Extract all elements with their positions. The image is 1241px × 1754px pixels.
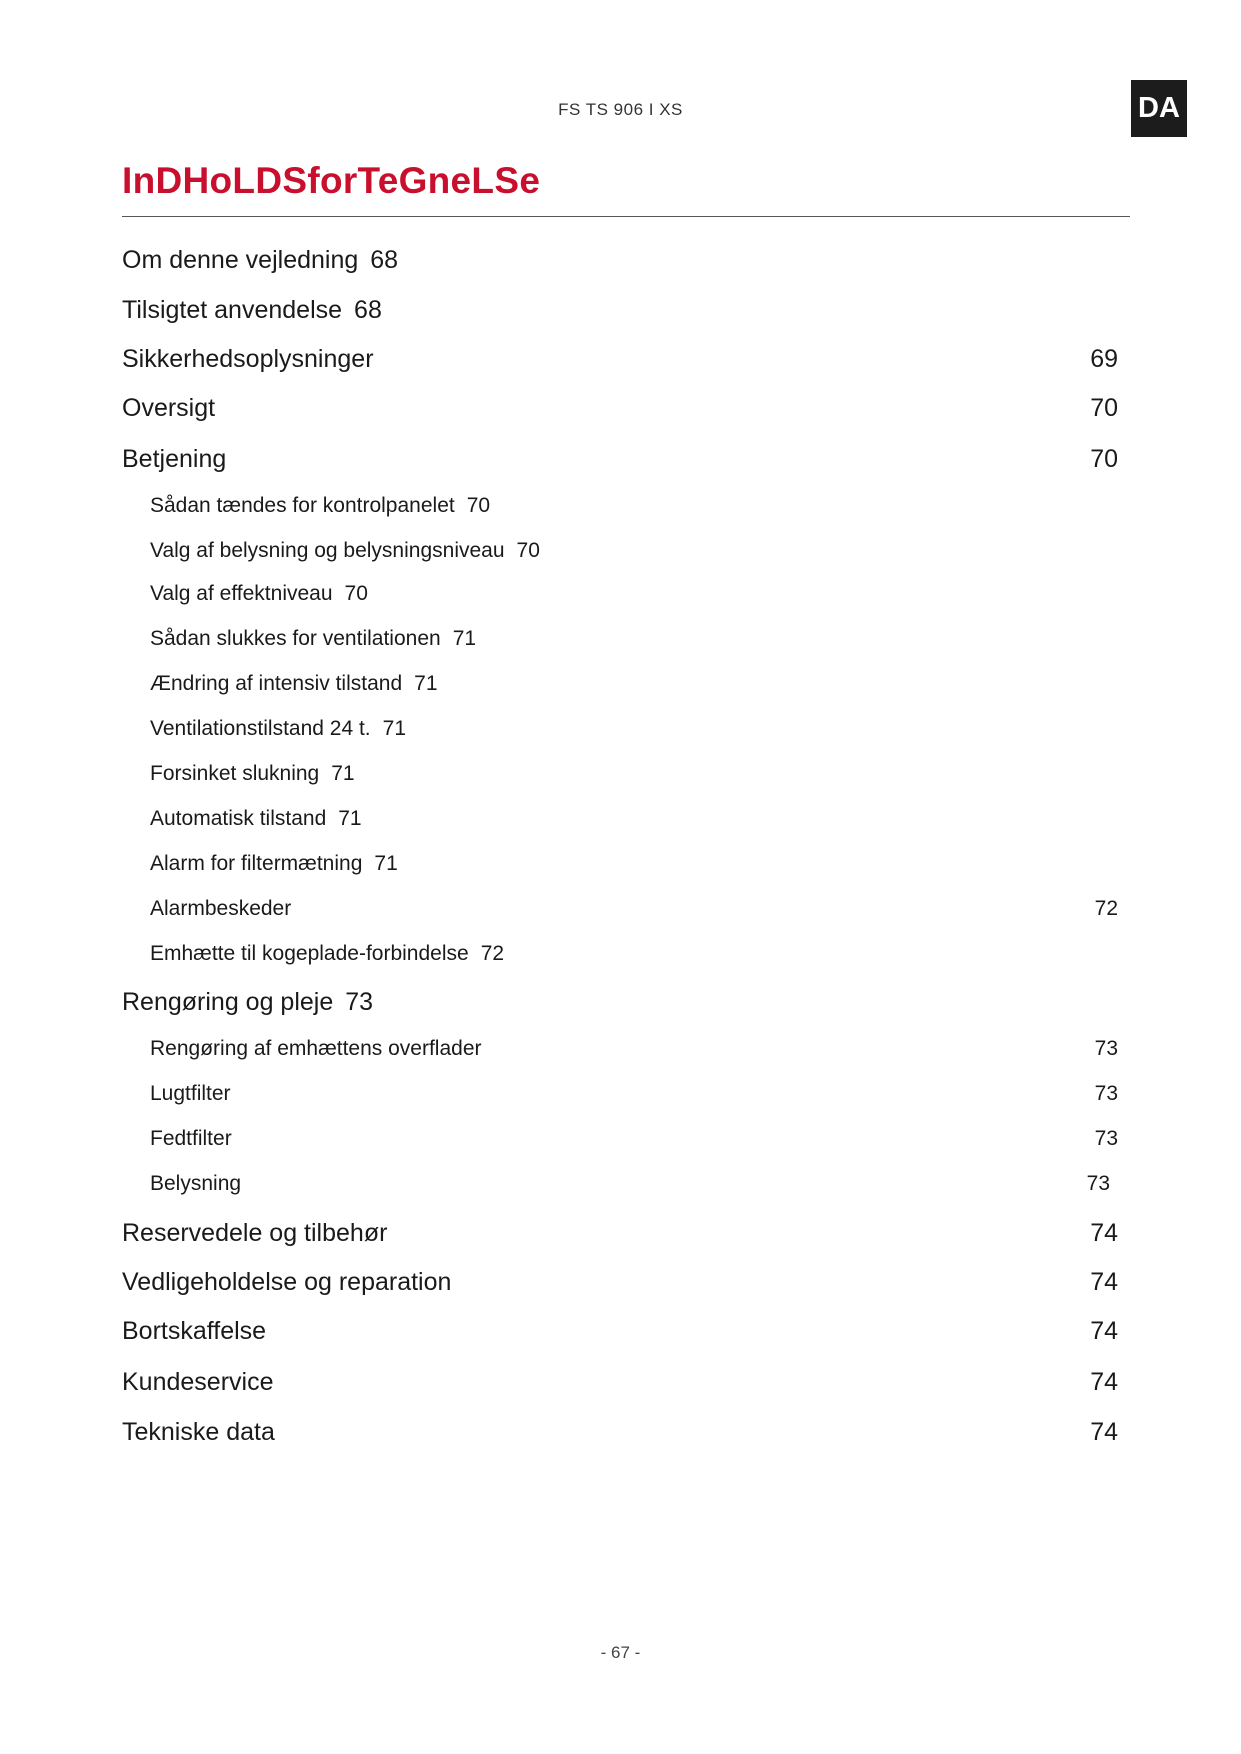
toc-entry-label: Emhætte til kogeplade-forbindelse [150, 942, 469, 965]
toc-entry-page: 74 [1090, 1268, 1118, 1296]
toc-subentry-ventilationen[interactable] [150, 627, 476, 651]
toc-entry-oversigt[interactable] [122, 394, 215, 423]
language-badge: DA [1131, 80, 1187, 137]
toc-entry-label: Sådan slukkes for ventilationen [150, 627, 441, 650]
toc-entry-label: Tekniske data [122, 1418, 275, 1446]
toc-entry-page: 70 [516, 539, 540, 562]
toc-entry-label: Sikkerhedsoplysninger [122, 345, 374, 373]
document-model: FS TS 906 I XS [558, 100, 683, 119]
toc-entry-bortskaffelse[interactable] [122, 1317, 266, 1346]
toc-entry-rengoring-og-pleje[interactable] [122, 988, 373, 1017]
toc-entry-page: 71 [414, 672, 438, 695]
toc-entry-label: Vedligeholdelse og reparation [122, 1268, 452, 1296]
toc-entry-page: 73 [345, 988, 374, 1016]
toc-entry-label: Bortskaffelse [122, 1317, 267, 1345]
toc-subentry-forsinket-slukning[interactable] [150, 762, 355, 786]
toc-entry-label: Reservedele og tilbehør [122, 1219, 388, 1247]
toc-entry-page: 72 [1094, 897, 1118, 920]
toc-entry-label: Rengøring og pleje [122, 988, 334, 1016]
toc-entry-label: Om denne vejledning [122, 246, 359, 274]
toc-subentry-filtermaetning[interactable] [150, 852, 398, 876]
toc-entry-page: 72 [480, 942, 505, 965]
toc-entry-page: 74 [1090, 1418, 1118, 1446]
toc-subentry-overflader[interactable] [150, 1037, 482, 1061]
toc-entry-kundeservice[interactable] [122, 1368, 273, 1397]
toc-entry-page: 74 [1090, 1368, 1118, 1396]
toc-entry-label: Ændring af intensiv tilstand [150, 672, 403, 695]
toc-entry-label: Kundeservice [122, 1368, 274, 1396]
toc-entry-page: 70 [466, 494, 491, 517]
toc-entry-page: 68 [370, 246, 399, 274]
toc-entry-label: Rengøring af emhættens overflader [150, 1037, 482, 1060]
toc-entry-vedligeholdelse[interactable] [122, 1268, 451, 1297]
toc-entry-page: 70 [1090, 394, 1118, 422]
toc-entry-page: 70 [1090, 445, 1118, 473]
toc-entry-page: 73 [1094, 1037, 1118, 1060]
toc-entry-label: Oversigt [122, 394, 216, 422]
toc-entry-page: 70 [344, 582, 368, 605]
toc-subentry-automatisk-tilstand[interactable] [150, 807, 362, 831]
toc-entry-page: 71 [374, 852, 398, 875]
toc-entry-page: 73 [1094, 1127, 1118, 1150]
toc-entry-label: Ventilationstilstand 24 t. [150, 717, 371, 740]
title-divider [122, 216, 1130, 217]
toc-subentry-intensiv-tilstand[interactable] [150, 672, 438, 696]
toc-entry-page: 73 [1086, 1172, 1110, 1195]
toc-subentry-belysningsniveau[interactable] [150, 539, 540, 563]
toc-entry-page: 69 [1090, 345, 1118, 373]
toc-entry-page: 74 [1090, 1219, 1118, 1247]
toc-entry-label: Lugtfilter [150, 1082, 231, 1105]
toc-entry-page: 71 [338, 807, 362, 830]
toc-entry-label: Tilsigtet anvendelse [122, 296, 343, 324]
toc-entry-reservedele[interactable] [122, 1219, 387, 1248]
toc-entry-sikkerhedsoplysninger[interactable] [122, 345, 374, 374]
toc-entry-label: Alarm for filtermætning [150, 852, 363, 875]
toc-subentry-fedtfilter[interactable] [150, 1127, 232, 1151]
toc-subentry-effektniveau[interactable] [150, 582, 368, 606]
toc-entry-label: Sådan tændes for kontrolpanelet [150, 494, 455, 517]
toc-entry-tilsigtet-anvendelse[interactable] [122, 296, 382, 325]
toc-entry-om-denne-vejledning[interactable] [122, 246, 398, 275]
toc-subentry-kontrolpanelet[interactable] [150, 494, 490, 518]
toc-entry-page: 73 [1094, 1082, 1118, 1105]
toc-entry-page: 71 [452, 627, 477, 650]
toc-subentry-kogeplade-forbindelse[interactable] [150, 942, 504, 966]
toc-entry-page: 71 [382, 717, 407, 740]
toc-subentry-belysning[interactable] [150, 1172, 241, 1196]
toc-subentry-lugtfilter[interactable] [150, 1082, 231, 1106]
toc-entry-label: Valg af belysning og belysningsniveau [150, 539, 505, 562]
toc-entry-page: 74 [1090, 1317, 1118, 1345]
toc-entry-label: Betjening [122, 445, 227, 473]
toc-entry-label: Fedtfilter [150, 1127, 232, 1150]
toc-entry-page: 71 [331, 762, 355, 785]
toc-subentry-ventilationstilstand[interactable] [150, 717, 406, 741]
page-number: - 67 - [600, 1643, 641, 1662]
page-title: InDHoLDSforTeGneLSe [122, 160, 541, 201]
toc-entry-tekniske-data[interactable] [122, 1418, 275, 1447]
toc-entry-label: Belysning [150, 1172, 242, 1195]
toc-entry-betjening[interactable] [122, 445, 226, 474]
toc-entry-label: Alarmbeskeder [150, 897, 292, 920]
toc-entry-label: Forsinket slukning [150, 762, 320, 785]
toc-entry-page: 68 [354, 296, 382, 324]
toc-entry-label: Automatisk tilstand [150, 807, 327, 830]
toc-entry-label: Valg af effektniveau [150, 582, 333, 605]
toc-subentry-alarmbeskeder[interactable] [150, 897, 291, 921]
